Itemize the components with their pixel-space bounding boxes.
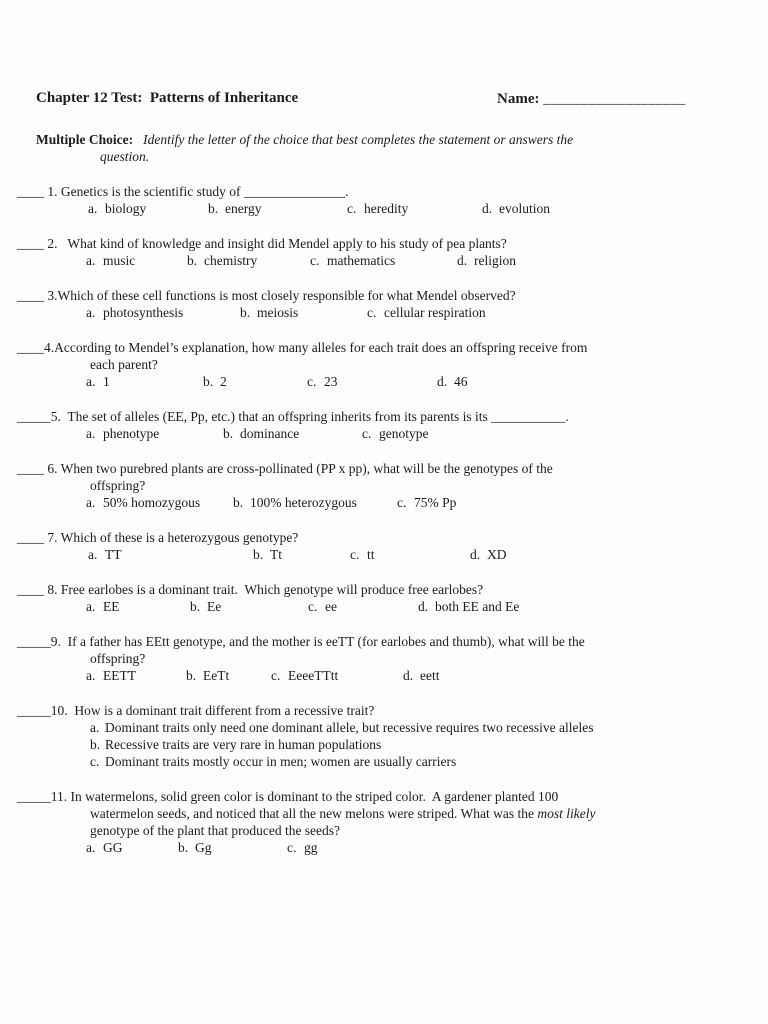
option-text: Gg bbox=[195, 840, 212, 855]
option-text: 46 bbox=[454, 374, 468, 389]
option-text: photosynthesis bbox=[103, 305, 184, 320]
question-7-option-c bbox=[350, 546, 375, 563]
question-2 bbox=[0, 235, 768, 269]
question-5-option-c bbox=[362, 425, 429, 442]
question-11-text-cont2: genotype of the plant that produced the seeds? bbox=[90, 823, 341, 838]
option-letter: a. bbox=[88, 547, 98, 562]
option-text: Dominant traits mostly occur in men; women are usually carriers bbox=[105, 754, 457, 769]
option-letter: c. bbox=[362, 426, 372, 441]
question-1 bbox=[0, 183, 768, 217]
option-text: gg bbox=[304, 840, 318, 855]
question-3 bbox=[0, 287, 768, 321]
question-3-text: ____ 3.Which of these cell functions is most closely responsible for what Mendel observed? bbox=[17, 288, 516, 303]
name-label: Name: bbox=[497, 91, 544, 107]
option-text: ee bbox=[325, 599, 337, 614]
option-letter: d. bbox=[482, 201, 493, 216]
option-letter: b. bbox=[253, 547, 264, 562]
option-text: genotype bbox=[379, 426, 429, 441]
option-text: biology bbox=[105, 201, 147, 216]
question-4-text-cont: each parent? bbox=[90, 357, 158, 372]
question-11-option-b bbox=[178, 839, 212, 856]
question-7 bbox=[0, 529, 768, 563]
option-letter: b. bbox=[178, 840, 189, 855]
question-3-option-a bbox=[86, 304, 183, 321]
name-blank-line: ___________________ bbox=[543, 92, 686, 107]
option-letter: b. bbox=[233, 495, 244, 510]
question-3-option-c bbox=[367, 304, 486, 321]
question-11-line2-italic: most likely bbox=[537, 806, 596, 821]
question-2-option-d bbox=[457, 252, 516, 269]
option-letter: c. bbox=[397, 495, 407, 510]
question-8-option-b bbox=[190, 598, 221, 615]
option-letter: a. bbox=[86, 305, 96, 320]
option-letter: c. bbox=[308, 599, 318, 614]
option-text: EETT bbox=[103, 668, 136, 683]
option-text: 75% Pp bbox=[414, 495, 457, 510]
question-5-options bbox=[0, 425, 768, 442]
question-1-option-b bbox=[208, 200, 262, 217]
question-3-option-b bbox=[240, 304, 298, 321]
option-letter: b. bbox=[187, 253, 198, 268]
option-text: XD bbox=[487, 547, 507, 562]
option-letter: a. bbox=[86, 599, 96, 614]
option-text: religion bbox=[474, 253, 516, 268]
question-list bbox=[0, 183, 768, 856]
question-7-options bbox=[0, 546, 768, 563]
option-text: eett bbox=[420, 668, 440, 683]
question-3-options bbox=[0, 304, 768, 321]
question-6-text: ____ 6. When two purebred plants are cross-pollinated (PP x pp), what will be the genotypes of the bbox=[17, 461, 553, 476]
question-8-option-a bbox=[86, 598, 120, 615]
question-5-text: _____5. The set of alleles (EE, Pp, etc.) that an offspring inherits from its parents is its ___________. bbox=[17, 409, 569, 424]
question-6-text-cont: offspring? bbox=[90, 478, 146, 493]
option-text: EeeeTTtt bbox=[288, 668, 339, 683]
option-letter: a. bbox=[86, 840, 96, 855]
question-4-option-d bbox=[437, 373, 468, 390]
question-6-option-a bbox=[86, 494, 200, 511]
option-letter: a. bbox=[86, 426, 96, 441]
question-9-option-a bbox=[86, 667, 136, 684]
option-letter: c. bbox=[271, 668, 281, 683]
option-text: phenotype bbox=[103, 426, 160, 441]
question-8 bbox=[0, 581, 768, 615]
option-letter: b. bbox=[203, 374, 214, 389]
option-letter: b. bbox=[240, 305, 251, 320]
question-8-option-c bbox=[308, 598, 337, 615]
question-9-text: _____9. If a father has EEtt genotype, and the mother is eeTT (for earlobes and thumb), what will be the bbox=[17, 634, 585, 649]
question-8-options bbox=[0, 598, 768, 615]
question-9-option-b bbox=[186, 667, 229, 684]
option-text: 1 bbox=[103, 374, 110, 389]
option-text: 100% heterozygous bbox=[250, 495, 357, 510]
question-4 bbox=[0, 339, 768, 390]
option-letter: c. bbox=[367, 305, 377, 320]
question-7-option-b bbox=[253, 546, 282, 563]
question-6-option-b bbox=[233, 494, 357, 511]
question-4-text: ____4.According to Mendel’s explanation, how many alleles for each trait does an offspring receive from bbox=[17, 340, 588, 355]
question-6-options bbox=[0, 494, 768, 511]
option-text: EeTt bbox=[203, 668, 230, 683]
question-1-options bbox=[0, 200, 768, 217]
option-letter: a. bbox=[90, 720, 100, 735]
option-text: mathematics bbox=[327, 253, 396, 268]
option-text: cellular respiration bbox=[384, 305, 486, 320]
option-text: energy bbox=[225, 201, 262, 216]
option-letter: b. bbox=[186, 668, 197, 683]
option-letter: d. bbox=[418, 599, 429, 614]
option-letter: a. bbox=[86, 253, 96, 268]
question-1-option-c bbox=[347, 200, 408, 217]
question-10-option-a bbox=[0, 719, 768, 736]
option-letter: c. bbox=[350, 547, 360, 562]
question-8-option-d bbox=[418, 598, 519, 615]
option-letter: a. bbox=[86, 495, 96, 510]
question-5-option-b bbox=[223, 425, 299, 442]
option-text: both EE and Ee bbox=[435, 599, 520, 614]
option-letter: c. bbox=[310, 253, 320, 268]
option-letter: b. bbox=[223, 426, 234, 441]
question-7-option-a bbox=[88, 546, 122, 563]
instructions bbox=[36, 131, 768, 165]
question-2-option-c bbox=[310, 252, 395, 269]
option-text: Recessive traits are very rare in human populations bbox=[105, 737, 382, 752]
question-2-option-b bbox=[187, 252, 257, 269]
question-2-options bbox=[0, 252, 768, 269]
question-11-options bbox=[0, 839, 768, 856]
question-10-text: _____10. How is a dominant trait different from a recessive trait? bbox=[17, 703, 375, 718]
question-4-option-c bbox=[307, 373, 338, 390]
question-6 bbox=[0, 460, 768, 511]
instructions-text: Identify the letter of the choice that best completes the statement or answers the bbox=[143, 132, 574, 147]
option-letter: c. bbox=[307, 374, 317, 389]
option-text: evolution bbox=[499, 201, 550, 216]
question-10-option-b bbox=[0, 736, 768, 753]
option-text: 50% homozygous bbox=[103, 495, 201, 510]
question-7-text: ____ 7. Which of these is a heterozygous genotype? bbox=[17, 530, 299, 545]
option-text: dominance bbox=[240, 426, 300, 441]
option-letter: d. bbox=[470, 547, 481, 562]
option-letter: c. bbox=[287, 840, 297, 855]
question-8-text: ____ 8. Free earlobes is a dominant trait. Which genotype will produce free earlobes? bbox=[17, 582, 484, 597]
option-letter: b. bbox=[190, 599, 201, 614]
option-text: Dominant traits only need one dominant allele, but recessive requires two recessive alleles bbox=[105, 720, 594, 735]
instructions-label: Multiple Choice: bbox=[36, 132, 134, 147]
header bbox=[0, 0, 768, 107]
instructions-line-2: question. bbox=[100, 149, 150, 164]
option-text: Tt bbox=[270, 547, 282, 562]
page-title: Chapter 12 Test: Patterns of Inheritance bbox=[36, 90, 299, 106]
question-9-option-c bbox=[271, 667, 338, 684]
option-letter: c. bbox=[90, 754, 100, 769]
question-9 bbox=[0, 633, 768, 684]
question-11-option-a bbox=[86, 839, 123, 856]
option-text: 23 bbox=[324, 374, 338, 389]
option-text: GG bbox=[103, 840, 123, 855]
question-5 bbox=[0, 408, 768, 442]
option-letter: a. bbox=[86, 668, 96, 683]
question-1-option-d bbox=[482, 200, 550, 217]
option-letter: d. bbox=[457, 253, 468, 268]
option-text: EE bbox=[103, 599, 120, 614]
question-4-option-a bbox=[86, 373, 110, 390]
option-text: tt bbox=[367, 547, 375, 562]
option-letter: d. bbox=[403, 668, 414, 683]
question-7-option-d bbox=[470, 546, 507, 563]
question-10 bbox=[0, 702, 768, 770]
question-4-option-b bbox=[203, 373, 227, 390]
question-11 bbox=[0, 788, 768, 856]
option-text: music bbox=[103, 253, 136, 268]
option-text: meiosis bbox=[257, 305, 299, 320]
option-text: 2 bbox=[220, 374, 227, 389]
instructions-line-1 bbox=[36, 131, 768, 148]
question-11-text: _____11. In watermelons, solid green color is dominant to the striped color. A gardener planted 100 bbox=[17, 789, 559, 804]
question-6-option-c bbox=[397, 494, 456, 511]
question-2-text: ____ 2. What kind of knowledge and insight did Mendel apply to his study of pea plants? bbox=[17, 236, 507, 251]
question-11-option-c bbox=[287, 839, 318, 856]
question-1-option-a bbox=[88, 200, 146, 217]
option-letter: b. bbox=[208, 201, 219, 216]
option-letter: d. bbox=[437, 374, 448, 389]
question-4-options bbox=[0, 373, 768, 390]
option-text: heredity bbox=[364, 201, 409, 216]
option-letter: a. bbox=[88, 201, 98, 216]
option-letter: a. bbox=[86, 374, 96, 389]
question-9-options bbox=[0, 667, 768, 684]
question-11-line2-regular: watermelon seeds, and noticed that all the new melons were striped. What was the bbox=[90, 806, 538, 821]
name-field bbox=[497, 90, 686, 108]
question-1-text: ____ 1. Genetics is the scientific study of _______________. bbox=[17, 184, 349, 199]
option-text: chemistry bbox=[204, 253, 258, 268]
option-text: Ee bbox=[207, 599, 222, 614]
question-10-option-c bbox=[0, 753, 768, 770]
question-5-option-a bbox=[86, 425, 159, 442]
option-letter: b. bbox=[90, 737, 101, 752]
question-9-text-cont: offspring? bbox=[90, 651, 146, 666]
question-2-option-a bbox=[86, 252, 135, 269]
option-letter: c. bbox=[347, 201, 357, 216]
question-9-option-d bbox=[403, 667, 440, 684]
question-11-text-cont bbox=[0, 805, 768, 822]
option-text: TT bbox=[105, 547, 122, 562]
